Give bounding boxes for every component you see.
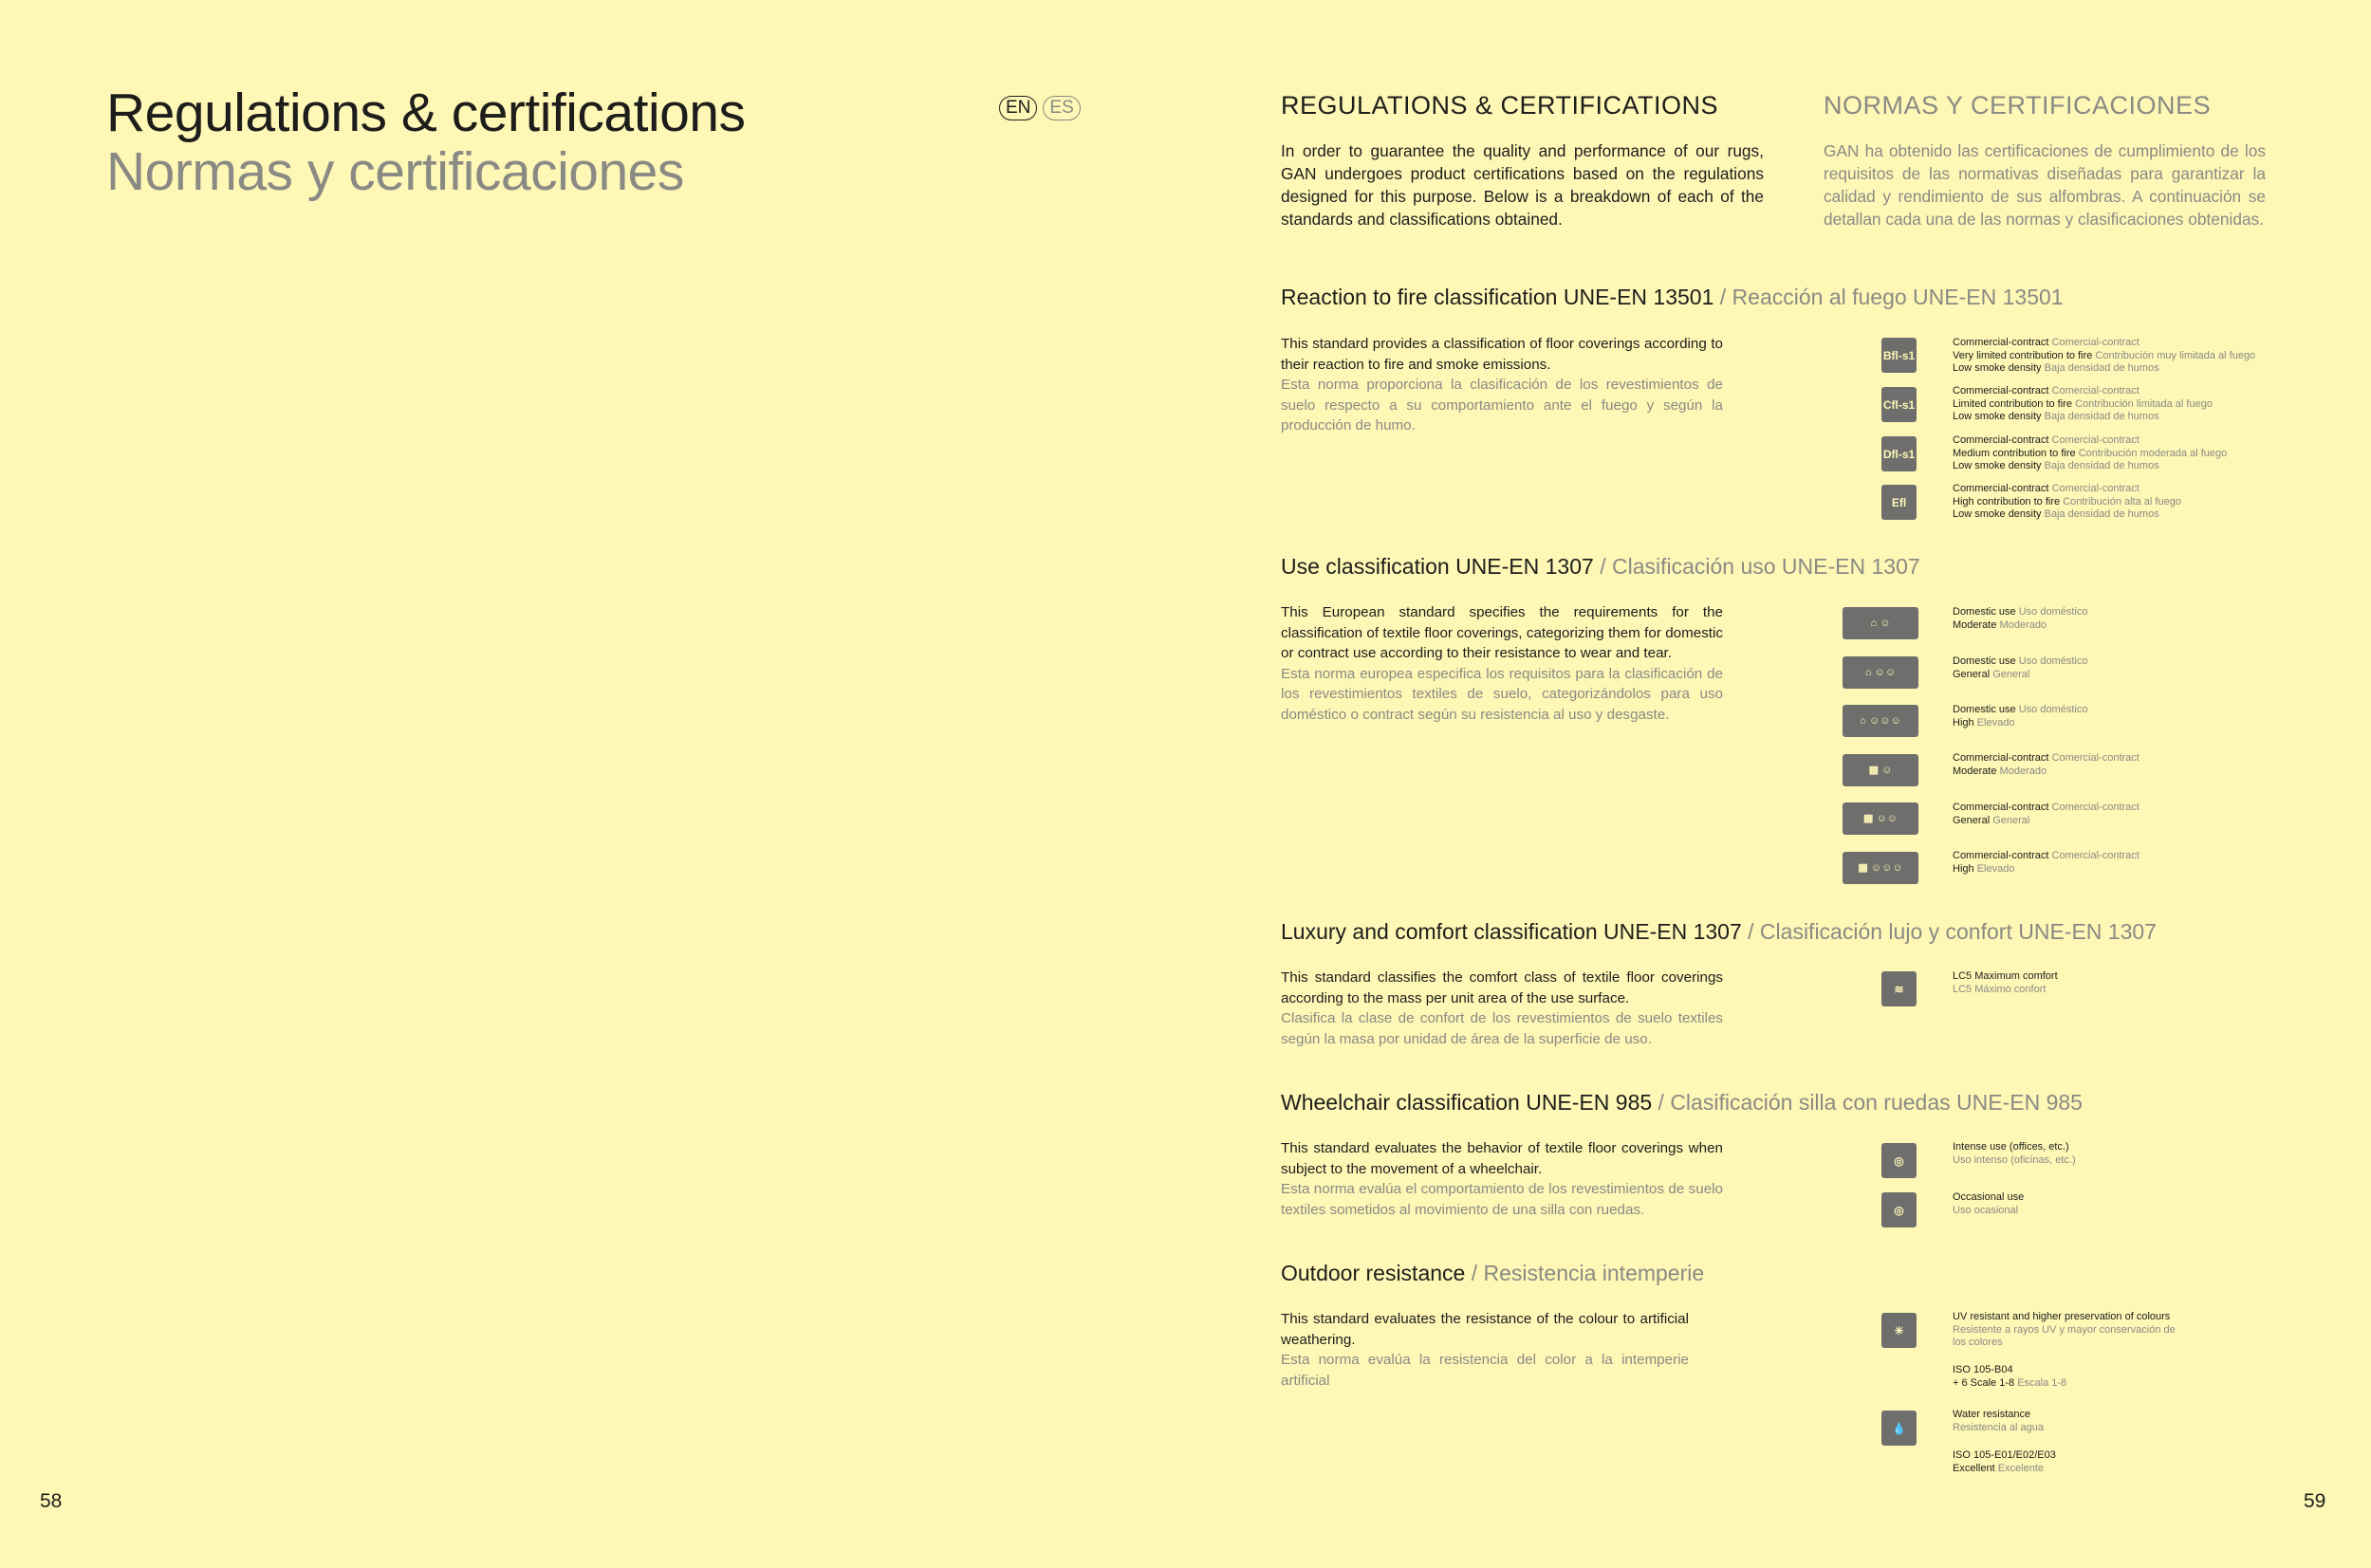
fire-entry: Commercial-contract Comercial-contract High contribution to fire Contribución alta al fuego Low smoke density Baja densidad de humos — [1953, 483, 2181, 521]
wheelchair-entry: Intense use (offices, etc.) Uso intenso (oficinas, etc.) — [1953, 1141, 2076, 1166]
fire-bfl-s1-icon: Bfl-s1 — [1881, 338, 1917, 373]
use-section-title: Use classification UNE-EN 1307 / Clasificación uso UNE-EN 1307 — [1281, 554, 1920, 579]
use-entry: Domestic use Uso doméstico Moderate Moderado — [1953, 606, 2088, 631]
fire-section-title: Reaction to fire classification UNE-EN 13501 / Reacción al fuego UNE-EN 13501 — [1281, 285, 2064, 309]
use-entry: Domestic use Uso doméstico High Elevado — [1953, 704, 2088, 729]
commercial-moderate-icon: ▦ ☺ — [1843, 754, 1918, 786]
lang-en-pill[interactable]: EN — [999, 96, 1037, 120]
luxury-section-title: Luxury and comfort classification UNE-EN 1307 / Clasificación lujo y confort UNE-EN 1307 — [1281, 919, 2157, 944]
uv-sun-icon: ☀ — [1881, 1313, 1917, 1348]
fire-efl-icon: Efl — [1881, 485, 1917, 520]
fire-dfl-s1-icon: Dfl-s1 — [1881, 436, 1917, 471]
domestic-high-icon: ⌂ ☺☺☺ — [1843, 705, 1918, 737]
use-entry: Commercial-contract Comercial-contract High Elevado — [1953, 850, 2139, 875]
lang-es-pill[interactable]: ES — [1043, 96, 1080, 120]
use-entry: Commercial-contract Comercial-contract Moderate Moderado — [1953, 752, 2139, 777]
wheelchair-intense-icon: ◎ — [1881, 1143, 1917, 1178]
wheelchair-description: This standard evaluates the behavior of textile floor coverings when subject to the movement of a wheelchair. Esta norma evalúa el comportamiento de los revestimientos de suelo textiles sometidos al movimiento de una silla con ruedas. — [1281, 1140, 1723, 1218]
use-entry: Domestic use Uso doméstico General General — [1953, 655, 2088, 680]
comfort-icon: ≋ — [1881, 971, 1917, 1006]
wheelchair-entry: Occasional use Uso ocasional — [1953, 1191, 2025, 1216]
domestic-general-icon: ⌂ ☺☺ — [1843, 656, 1918, 689]
intro-es: GAN ha obtenido las certificaciones de cumplimiento de los requisitos de las normativas diseñadas para garantizar la calidad y rendimiento de sus alfombras. A continuación se detallan cada una de las normas y clasificaciones obtenidas. — [1824, 141, 2266, 229]
page-number-left: 58 — [40, 1490, 63, 1512]
water-drops-icon: 💧 — [1881, 1411, 1917, 1446]
outdoor-description: This standard evaluates the resistance of the colour to artificial weathering. Esta norma evalúa la resistencia del color a la intemperie artificial — [1281, 1311, 1689, 1389]
wheelchair-occasional-icon: ◎ — [1881, 1192, 1917, 1227]
title-es: Normas y certificaciones — [106, 141, 684, 202]
outdoor-section-title: Outdoor resistance / Resistencia intemperie — [1281, 1261, 1705, 1285]
use-entry: Commercial-contract Comercial-contract General General — [1953, 802, 2139, 826]
title-en: Regulations & certifications — [106, 83, 746, 143]
use-description: This European standard specifies the requirements for the classification of textile floor coverings, categorizing them for domestic or contract use according to their resistance to wear and tear. Esta norma europea especifica los requisitos para la clasificación de los revestimientos textiles de suelo, categorizándolos para uso doméstico o contract según su resistencia al uso y desgaste. — [1281, 604, 1723, 723]
luxury-entry: LC5 Maximum comfort LC5 Máximo confort — [1953, 970, 2058, 995]
uv-iso-entry: ISO 105-B04 + 6 Scale 1-8 Escala 1-8 — [1953, 1364, 2067, 1389]
heading-es: NORMAS Y CERTIFICACIONES — [1824, 91, 2212, 120]
fire-cfl-s1-icon: Cfl-s1 — [1881, 387, 1917, 422]
domestic-moderate-icon: ⌂ ☺ — [1843, 607, 1918, 639]
fire-entry: Commercial-contract Comercial-contract Very limited contribution to fire Contribución muy limitada al fuego Low smoke density Baja densidad de humos — [1953, 337, 2256, 375]
language-switch — [999, 96, 1086, 120]
fire-entry: Commercial-contract Comercial-contract Limited contribution to fire Contribución limitada al fuego Low smoke density Baja densidad de humos — [1953, 385, 2213, 423]
page-title — [106, 83, 746, 201]
heading-en: REGULATIONS & CERTIFICATIONS — [1281, 91, 1719, 120]
fire-description: This standard provides a classification of floor coverings according to their reaction to fire and smoke emissions. Esta norma proporciona la clasificación de los revestimientos de suelo respecto a su comportamiento ante el fuego y según la producción de humo. — [1281, 336, 1723, 434]
water-entry: Water resistance Resistencia al agua — [1953, 1409, 2045, 1433]
commercial-general-icon: ▦ ☺☺ — [1843, 802, 1918, 835]
wheelchair-section-title: Wheelchair classification UNE-EN 985 / Clasificación silla con ruedas UNE-EN 985 — [1281, 1090, 2083, 1115]
fire-entry: Commercial-contract Comercial-contract Medium contribution to fire Contribución moderada al fuego Low smoke density Baja densidad de humos — [1953, 434, 2228, 472]
intro-en: In order to guarantee the quality and performance of our rugs, GAN undergoes product certifications based on the regulations designed for this purpose. Below is a breakdown of each of the standards and classifications obtained. — [1281, 141, 1764, 229]
commercial-high-icon: ▦ ☺☺☺ — [1843, 852, 1918, 884]
page-number-right: 59 — [2304, 1490, 2326, 1512]
uv-entry: UV resistant and higher preservation of colours Resistente a rayos UV y mayor conservación de los colores — [1953, 1311, 2176, 1349]
luxury-description: This standard classifies the comfort class of textile floor coverings according to the mass per unit area of the use surface. Clasifica la clase de confort de los revestimientos de suelo textiles según la masa por unidad de área de la superficie de uso. — [1281, 969, 1723, 1047]
water-iso-entry: ISO 105-E01/E02/E03 Excellent Excelente — [1953, 1449, 2056, 1474]
